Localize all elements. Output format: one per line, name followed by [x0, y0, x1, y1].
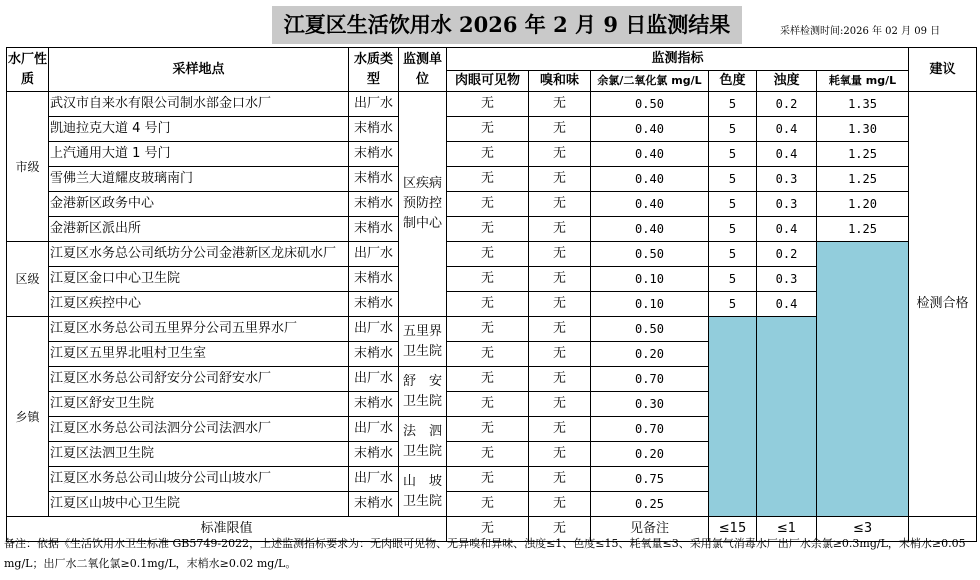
odor-taste: 无	[529, 442, 591, 467]
visible-matter: 无	[447, 467, 529, 492]
results-table	[6, 47, 977, 542]
turbidity-value: 0.4	[757, 217, 817, 242]
odor-taste: 无	[529, 217, 591, 242]
header-visible: 肉眼可见物	[447, 71, 529, 92]
water-type: 末梢水	[349, 167, 399, 192]
water-type: 末梢水	[349, 442, 399, 467]
standard-chlorine: 见备注	[591, 517, 709, 542]
sample-location: 金港新区派出所	[49, 217, 349, 242]
turbidity-value: 0.3	[757, 267, 817, 292]
visible-matter: 无	[447, 342, 529, 367]
chlorine-value: 0.50	[591, 242, 709, 267]
chlorine-value: 0.30	[591, 392, 709, 417]
color-value: 5	[709, 267, 757, 292]
visible-matter: 无	[447, 492, 529, 517]
sample-location: 江夏区水务总公司五里界分公司五里界水厂	[49, 317, 349, 342]
visible-matter: 无	[447, 292, 529, 317]
color-not-tested	[709, 317, 757, 517]
header-plant-type: 水厂性质	[7, 48, 49, 92]
header-advice: 建议	[909, 48, 977, 92]
visible-matter: 无	[447, 392, 529, 417]
table-row	[7, 167, 977, 192]
odor-taste: 无	[529, 392, 591, 417]
header-odor: 嗅和味	[529, 71, 591, 92]
oxygen-value: 1.20	[817, 192, 909, 217]
turbidity-not-tested	[757, 317, 817, 517]
sample-location: 江夏区金口中心卫生院	[49, 267, 349, 292]
sample-location: 江夏区五里界北咀村卫生室	[49, 342, 349, 367]
water-type: 出厂水	[349, 467, 399, 492]
color-value: 5	[709, 192, 757, 217]
sample-location: 江夏区舒安卫生院	[49, 392, 349, 417]
sample-location: 江夏区水务总公司舒安分公司舒安水厂	[49, 367, 349, 392]
header-oxygen: 耗氧量 mg/L	[817, 71, 909, 92]
table-body	[7, 92, 977, 517]
oxygen-value: 1.30	[817, 117, 909, 142]
visible-matter: 无	[447, 92, 529, 117]
standard-visible: 无	[447, 517, 529, 542]
header-color: 色度	[709, 71, 757, 92]
visible-matter: 无	[447, 317, 529, 342]
water-type: 末梢水	[349, 142, 399, 167]
water-type: 末梢水	[349, 292, 399, 317]
sample-time: 采样检测时间:2026 年 02 月 09 日	[780, 26, 941, 37]
color-value: 5	[709, 117, 757, 142]
sample-location: 江夏区水务总公司法泗分公司法泗水厂	[49, 417, 349, 442]
water-type: 末梢水	[349, 267, 399, 292]
table-row	[7, 142, 977, 167]
sample-location: 上汽通用大道 1 号门	[49, 142, 349, 167]
odor-taste: 无	[529, 292, 591, 317]
visible-matter: 无	[447, 367, 529, 392]
header-indicators: 监测指标	[447, 48, 909, 71]
odor-taste: 无	[529, 467, 591, 492]
water-type: 末梢水	[349, 192, 399, 217]
table-row	[7, 117, 977, 142]
sample-location: 雪佛兰大道耀皮玻璃南门	[49, 167, 349, 192]
standard-label: 标准限值	[7, 517, 447, 542]
odor-taste: 无	[529, 267, 591, 292]
visible-matter: 无	[447, 267, 529, 292]
oxygen-value: 1.25	[817, 167, 909, 192]
monitoring-unit: 法 泗卫生院	[399, 417, 447, 467]
water-type: 末梢水	[349, 392, 399, 417]
chlorine-value: 0.25	[591, 492, 709, 517]
sample-location: 凯迪拉克大道 4 号门	[49, 117, 349, 142]
header-unit: 监测单位	[399, 48, 447, 92]
monitoring-unit: 山 坡卫生院	[399, 467, 447, 517]
visible-matter: 无	[447, 142, 529, 167]
color-value: 5	[709, 92, 757, 117]
turbidity-value: 0.4	[757, 117, 817, 142]
plant-level: 市级	[7, 92, 49, 242]
table-row	[7, 192, 977, 217]
table-row	[7, 92, 977, 117]
chlorine-value: 0.20	[591, 342, 709, 367]
water-type: 末梢水	[349, 217, 399, 242]
page-title: 江夏区生活饮用水 2026 年 2 月 9 日监测结果	[272, 6, 742, 44]
plant-level: 乡镇	[7, 317, 49, 517]
turbidity-value: 0.2	[757, 92, 817, 117]
turbidity-value: 0.4	[757, 142, 817, 167]
color-value: 5	[709, 292, 757, 317]
header-chlorine: 余氯/二氧化氯 mg/L	[591, 71, 709, 92]
standard-turbidity: ≤1	[757, 517, 817, 542]
oxygen-value: 1.25	[817, 217, 909, 242]
standard-odor: 无	[529, 517, 591, 542]
header-water-type: 水质类型	[349, 48, 399, 92]
chlorine-value: 0.75	[591, 467, 709, 492]
turbidity-value: 0.3	[757, 167, 817, 192]
water-type: 出厂水	[349, 317, 399, 342]
chlorine-value: 0.10	[591, 267, 709, 292]
advice-result: 检测合格	[909, 92, 977, 517]
table-row	[7, 242, 977, 267]
table-row	[7, 217, 977, 242]
odor-taste: 无	[529, 492, 591, 517]
color-value: 5	[709, 242, 757, 267]
monitoring-unit: 区疾病预防控制中心	[399, 92, 447, 317]
monitoring-unit: 五里界卫生院	[399, 317, 447, 367]
color-value: 5	[709, 167, 757, 192]
visible-matter: 无	[447, 442, 529, 467]
odor-taste: 无	[529, 142, 591, 167]
visible-matter: 无	[447, 167, 529, 192]
sample-location: 武汉市自来水有限公司制水部金口水厂	[49, 92, 349, 117]
sample-location: 江夏区山坡中心卫生院	[49, 492, 349, 517]
sample-location: 江夏区疾控中心	[49, 292, 349, 317]
water-type: 出厂水	[349, 92, 399, 117]
note: 备注：依据《生活饮用水卫生标准 GB5749-2022，上述监测指标要求为：无肉眼可见物、无异嗅和异味、浊度≤1、色度≤15、耗氧量≤3、采用氯气消毒水厂出厂水余氯≥0.3mg/L，末梢水≥0.05 mg/L；出厂水二氧化氯≥0.1mg/L，末梢水≥0.02 mg/L。	[4, 537, 966, 570]
odor-taste: 无	[529, 242, 591, 267]
water-type: 末梢水	[349, 117, 399, 142]
standard-oxygen: ≤3	[817, 517, 909, 542]
water-type: 出厂水	[349, 417, 399, 442]
odor-taste: 无	[529, 417, 591, 442]
chlorine-value: 0.40	[591, 192, 709, 217]
turbidity-value: 0.4	[757, 292, 817, 317]
chlorine-value: 0.10	[591, 292, 709, 317]
chlorine-value: 0.70	[591, 417, 709, 442]
sample-location: 江夏区法泗卫生院	[49, 442, 349, 467]
sample-location: 金港新区政务中心	[49, 192, 349, 217]
color-value: 5	[709, 217, 757, 242]
oxygen-value: 1.35	[817, 92, 909, 117]
visible-matter: 无	[447, 417, 529, 442]
title-bar	[0, 0, 980, 46]
water-type: 末梢水	[349, 492, 399, 517]
odor-taste: 无	[529, 342, 591, 367]
turbidity-value: 0.2	[757, 242, 817, 267]
visible-matter: 无	[447, 117, 529, 142]
header-location: 采样地点	[49, 48, 349, 92]
chlorine-value: 0.40	[591, 167, 709, 192]
odor-taste: 无	[529, 367, 591, 392]
sample-location: 江夏区水务总公司纸坊分公司金港新区龙床矶水厂	[49, 242, 349, 267]
chlorine-value: 0.20	[591, 442, 709, 467]
turbidity-value: 0.3	[757, 192, 817, 217]
chlorine-value: 0.50	[591, 317, 709, 342]
odor-taste: 无	[529, 317, 591, 342]
visible-matter: 无	[447, 217, 529, 242]
oxygen-not-tested	[817, 242, 909, 517]
visible-matter: 无	[447, 192, 529, 217]
monitoring-unit: 舒 安卫生院	[399, 367, 447, 417]
chlorine-value: 0.50	[591, 92, 709, 117]
chlorine-value: 0.70	[591, 367, 709, 392]
odor-taste: 无	[529, 167, 591, 192]
odor-taste: 无	[529, 117, 591, 142]
visible-matter: 无	[447, 242, 529, 267]
water-type: 末梢水	[349, 342, 399, 367]
chlorine-value: 0.40	[591, 217, 709, 242]
chlorine-value: 0.40	[591, 117, 709, 142]
odor-taste: 无	[529, 92, 591, 117]
standard-color: ≤15	[709, 517, 757, 542]
water-type: 出厂水	[349, 242, 399, 267]
header-turbidity: 浊度	[757, 71, 817, 92]
plant-level: 区级	[7, 242, 49, 317]
water-type: 出厂水	[349, 367, 399, 392]
color-value: 5	[709, 142, 757, 167]
odor-taste: 无	[529, 192, 591, 217]
sample-location: 江夏区水务总公司山坡分公司山坡水厂	[49, 467, 349, 492]
oxygen-value: 1.25	[817, 142, 909, 167]
chlorine-value: 0.40	[591, 142, 709, 167]
